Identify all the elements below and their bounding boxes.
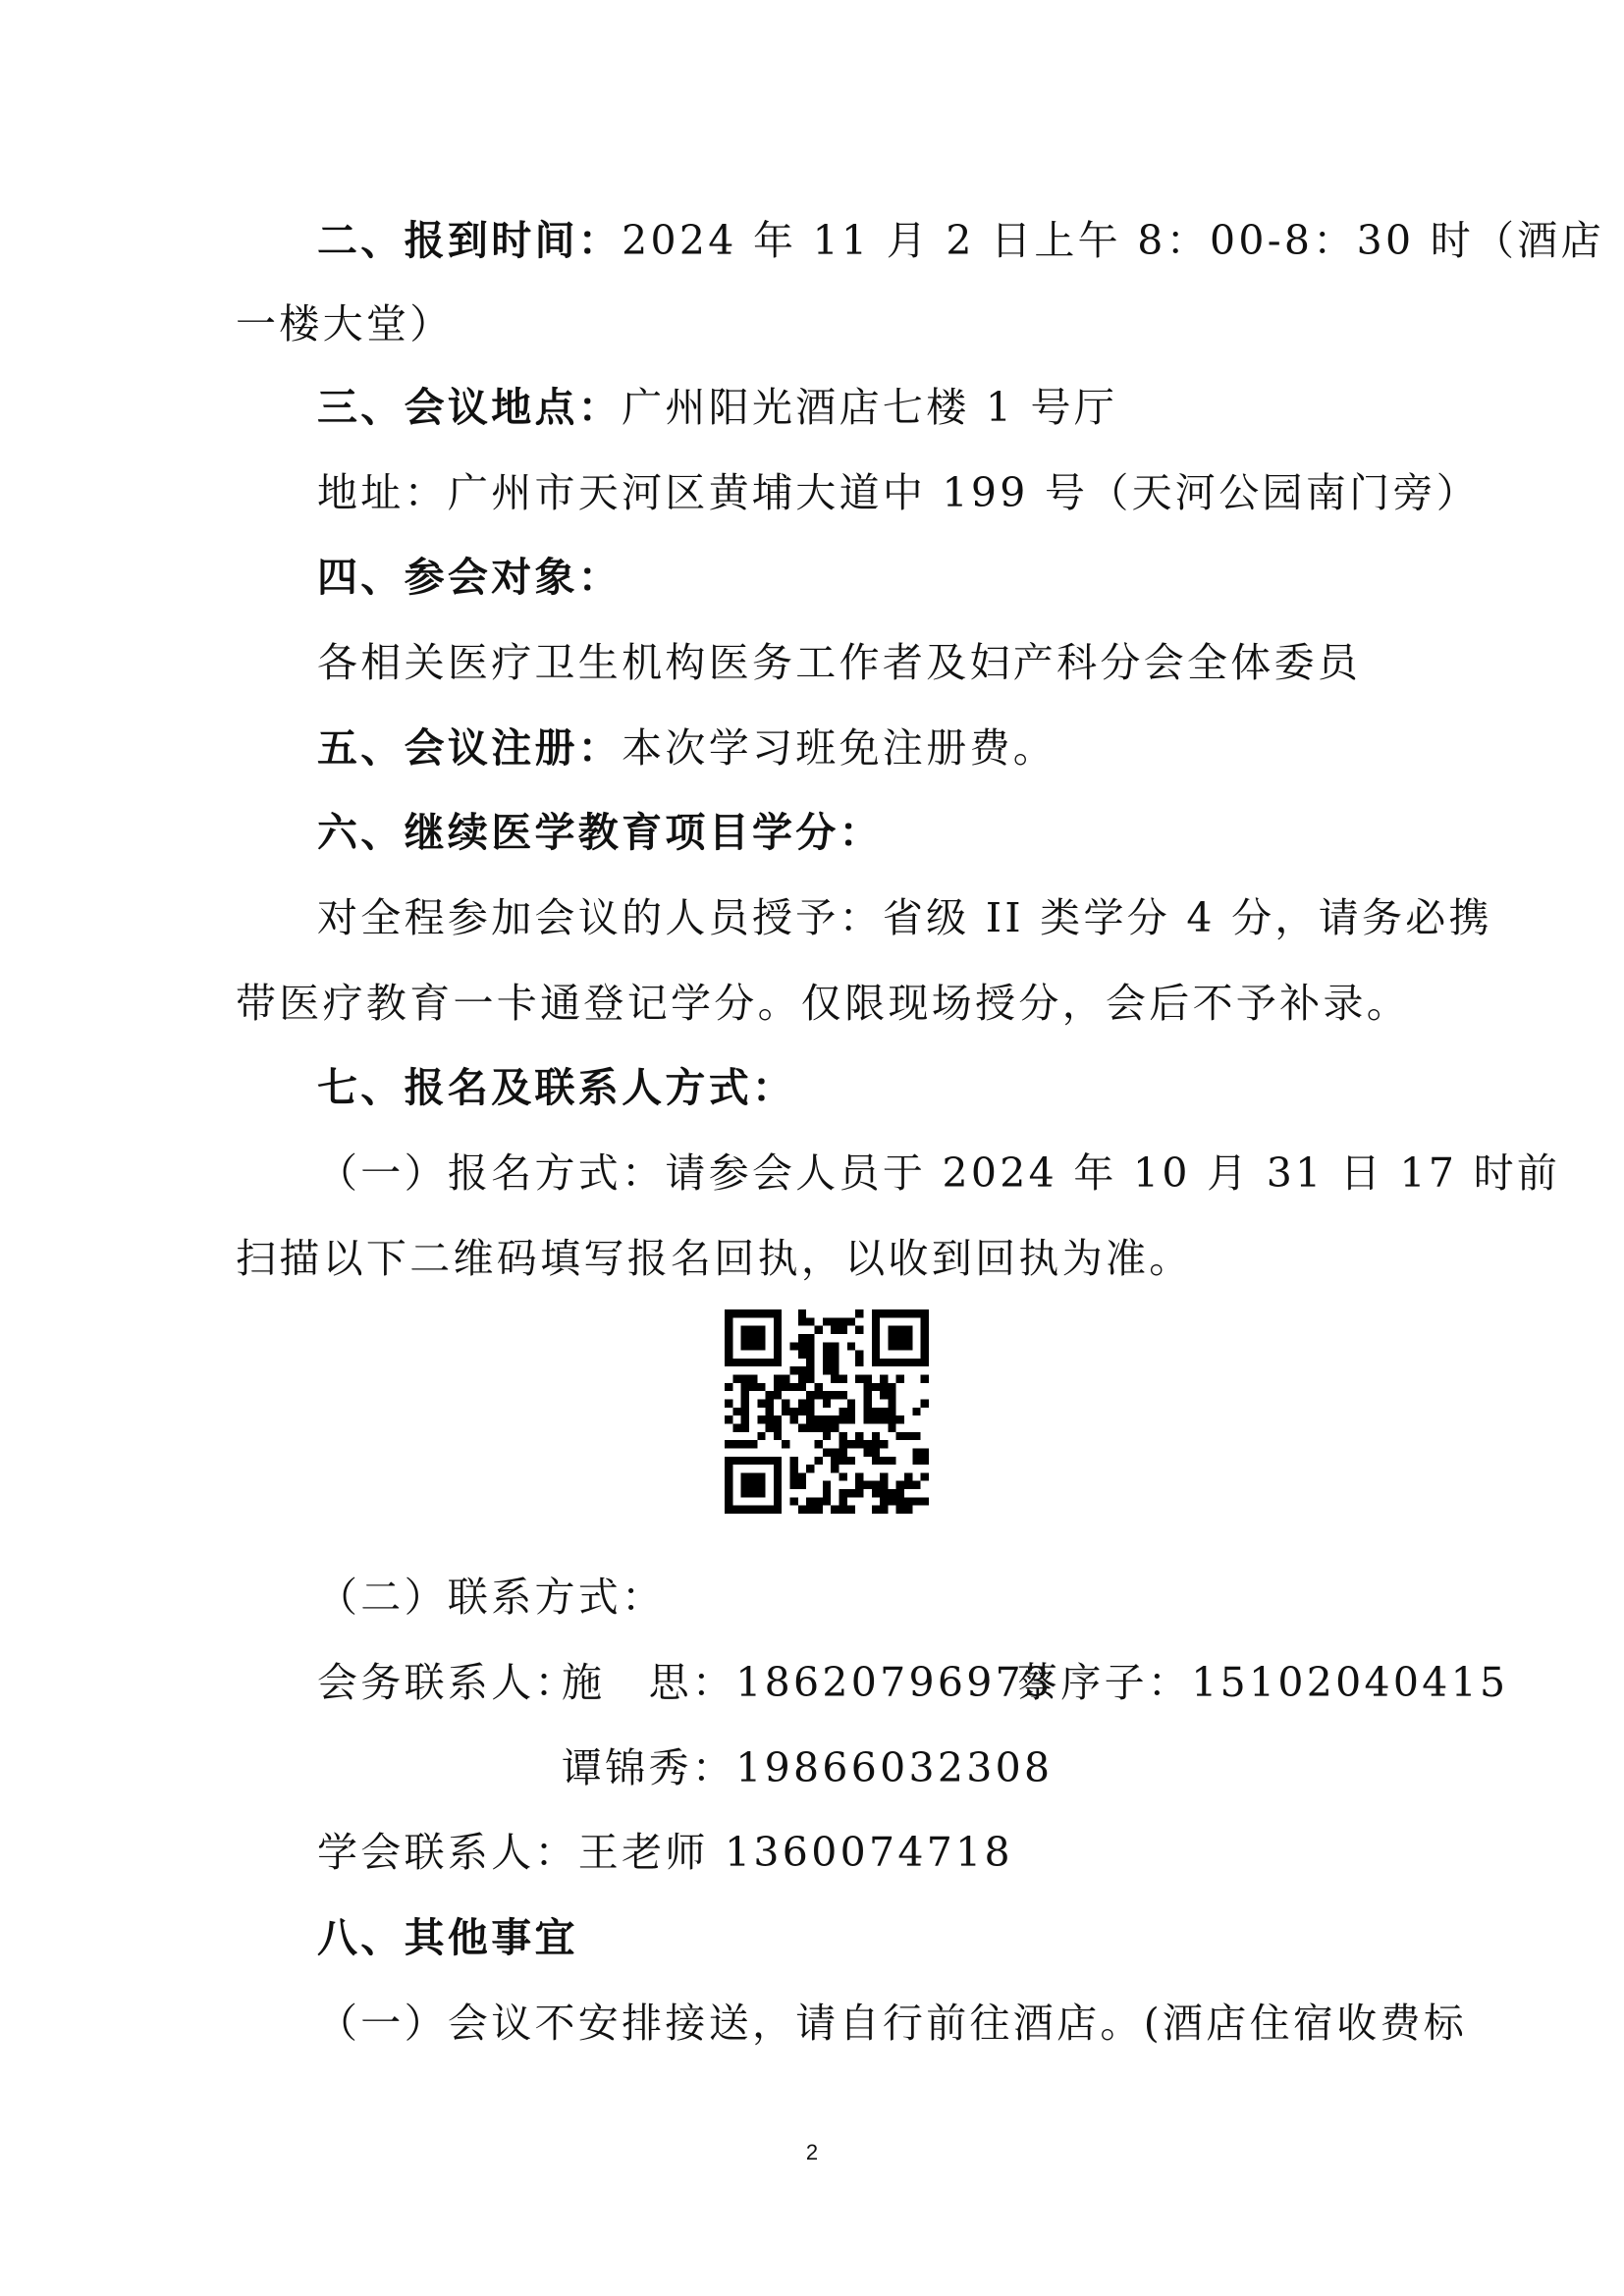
contact-2: 蔡序子：15102040415	[1017, 1659, 1509, 1706]
section-4-heading: 四、参会对象：	[317, 554, 623, 601]
section-6-text-2: 带医疗教育一卡通登记学分。仅限现场授分，会后不予补录。	[236, 980, 1411, 1027]
section-6-text-1: 对全程参加会议的人员授予：省级 II 类学分 4 分，请务必携	[317, 894, 1492, 941]
section-3-line	[317, 378, 1117, 437]
section-6-heading: 六、继续医学教育项目学分：	[317, 809, 883, 856]
section-5-text: 本次学习班免注册费。	[622, 724, 1057, 772]
contact-3: 谭锦秀：19866032308	[562, 1744, 1054, 1791]
section-8-text-1: （一）会议不安排接送，请自行前往酒店。(酒店住宿收费标	[317, 2000, 1468, 2047]
meeting-contacts-label: 会务联系人：	[317, 1659, 578, 1706]
section-2-heading: 二、报到时间：	[317, 217, 623, 264]
section-2-continuation: 一楼大堂）	[236, 300, 454, 347]
section-4-text: 各相关医疗卫生机构医务工作者及妇产科分会全体委员	[317, 639, 1362, 686]
qr-code-icon[interactable]	[725, 1308, 929, 1515]
section-3-address: 地址：广州市天河区黄埔大道中 199 号（天河公园南门旁）	[317, 469, 1481, 516]
qr-code-graphic	[725, 1308, 929, 1515]
section-5-heading: 五、会议注册：	[317, 724, 623, 772]
page-number: 2	[805, 2140, 819, 2164]
section-8-heading: 八、其他事宜	[317, 1914, 578, 1961]
society-contact: 学会联系人：王老师 1360074718	[317, 1829, 1013, 1876]
section-7-contact-title: （二）联系方式：	[317, 1574, 666, 1621]
section-7-registration-1: （一）报名方式：请参会人员于 2024 年 10 月 31 日 17 时前	[317, 1149, 1561, 1197]
section-3-heading: 三、会议地点：	[317, 384, 623, 431]
section-2-text: 2024 年 11 月 2 日上午 8：00-8：30 时（酒店	[622, 217, 1604, 264]
contact-1: 施 思：18620796973	[562, 1659, 1054, 1706]
section-7-heading: 七、报名及联系人方式：	[317, 1064, 796, 1111]
section-3-text: 广州阳光酒店七楼 1 号厅	[622, 384, 1118, 431]
section-5-line	[317, 719, 1056, 777]
section-7-registration-2: 扫描以下二维码填写报名回执，以收到回执为准。	[236, 1235, 1193, 1282]
section-2-line	[317, 211, 1604, 270]
